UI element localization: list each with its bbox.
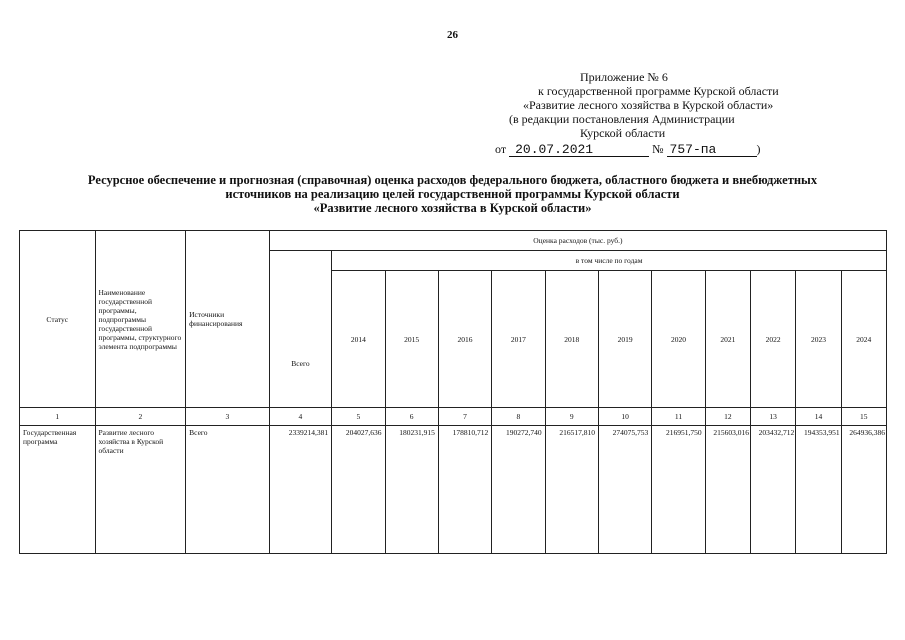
closing-bracket: ): [756, 142, 761, 156]
row-value: 190272,740: [492, 426, 545, 554]
column-number: 13: [750, 408, 795, 426]
row-value: 204027,636: [332, 426, 385, 554]
header-name: Наименование государственной программы, подпрограммы государственной программы, структурного элемента подпрограммы: [95, 231, 186, 408]
decree-date: 20.07.2021: [515, 142, 594, 157]
column-number: 7: [438, 408, 491, 426]
header-year: 2014: [332, 271, 385, 408]
header-year: 2015: [385, 271, 438, 408]
column-number: 4: [269, 408, 331, 426]
column-number: 3: [186, 408, 270, 426]
column-number: 9: [545, 408, 598, 426]
appendix-line-2: к государственной программе Курской области: [538, 84, 779, 98]
row-funding-source: Всего: [186, 426, 270, 554]
column-number: 1: [20, 408, 96, 426]
header-by-year: в том числе по годам: [332, 251, 887, 271]
header-row-1: [20, 231, 887, 251]
column-number: 10: [598, 408, 651, 426]
decree-date-field: [509, 143, 649, 157]
row-value: 180231,915: [385, 426, 438, 554]
column-number: 12: [705, 408, 750, 426]
document-title: [0, 173, 905, 215]
header-year: 2016: [438, 271, 491, 408]
row-value: 194353,951: [796, 426, 841, 554]
appendix-line-5: Курской области: [580, 126, 666, 140]
row-program-name: Развитие лесного хозяйства в Курской области: [95, 426, 186, 554]
column-number: 6: [385, 408, 438, 426]
row-value: 264936,386: [841, 426, 886, 554]
header-year: 2024: [841, 271, 886, 408]
header-year: 2021: [705, 271, 750, 408]
row-value: 203432,712: [750, 426, 795, 554]
decree-number: 757-па: [669, 142, 717, 157]
header-year: 2017: [492, 271, 545, 408]
column-number: 15: [841, 408, 886, 426]
header-year: 2023: [796, 271, 841, 408]
header-expense-estimate: Оценка расходов (тыс. руб.): [269, 231, 886, 251]
title-line-1: Ресурсное обеспечение и прогнозная (справочная) оценка расходов федерального бюджета, областного бюджета и внебюджетных: [87, 173, 818, 187]
column-number: 11: [652, 408, 705, 426]
table-row: [20, 426, 887, 554]
header-year: 2020: [652, 271, 705, 408]
column-number: 14: [796, 408, 841, 426]
header-year: 2018: [545, 271, 598, 408]
row-value: 215603,016: [705, 426, 750, 554]
header-total: Всего: [269, 251, 331, 408]
row-status: Государственная программа: [20, 426, 96, 554]
page-number: 26: [447, 29, 458, 41]
header-year: 2022: [750, 271, 795, 408]
appendix-line-4: (в редакции постановления Администрации: [509, 112, 735, 126]
row-value: 216951,750: [652, 426, 705, 554]
title-line-2: источников на реализацию целей государственной программы Курской области: [225, 187, 680, 201]
decree-number-field: [667, 143, 757, 157]
decree-date-line: [495, 142, 761, 157]
header-source: Источники финансирования: [186, 231, 270, 408]
appendix-line-3: «Развитие лесного хозяйства в Курской области»: [523, 98, 774, 112]
column-number: 8: [492, 408, 545, 426]
row-value: 178810,712: [438, 426, 491, 554]
header-status: Статус: [20, 231, 96, 408]
column-number: 2: [95, 408, 186, 426]
date-prefix: от: [495, 142, 507, 156]
budget-table: [19, 230, 887, 554]
header-year: 2019: [598, 271, 651, 408]
column-number: 5: [332, 408, 385, 426]
appendix-title: Приложение № 6: [580, 70, 668, 84]
row-total: 2339214,381: [269, 426, 331, 554]
number-prefix: №: [652, 142, 664, 156]
title-line-3: «Развитие лесного хозяйства в Курской области»: [313, 201, 592, 215]
row-value: 274075,753: [598, 426, 651, 554]
column-number-row: [20, 408, 887, 426]
row-value: 216517,810: [545, 426, 598, 554]
